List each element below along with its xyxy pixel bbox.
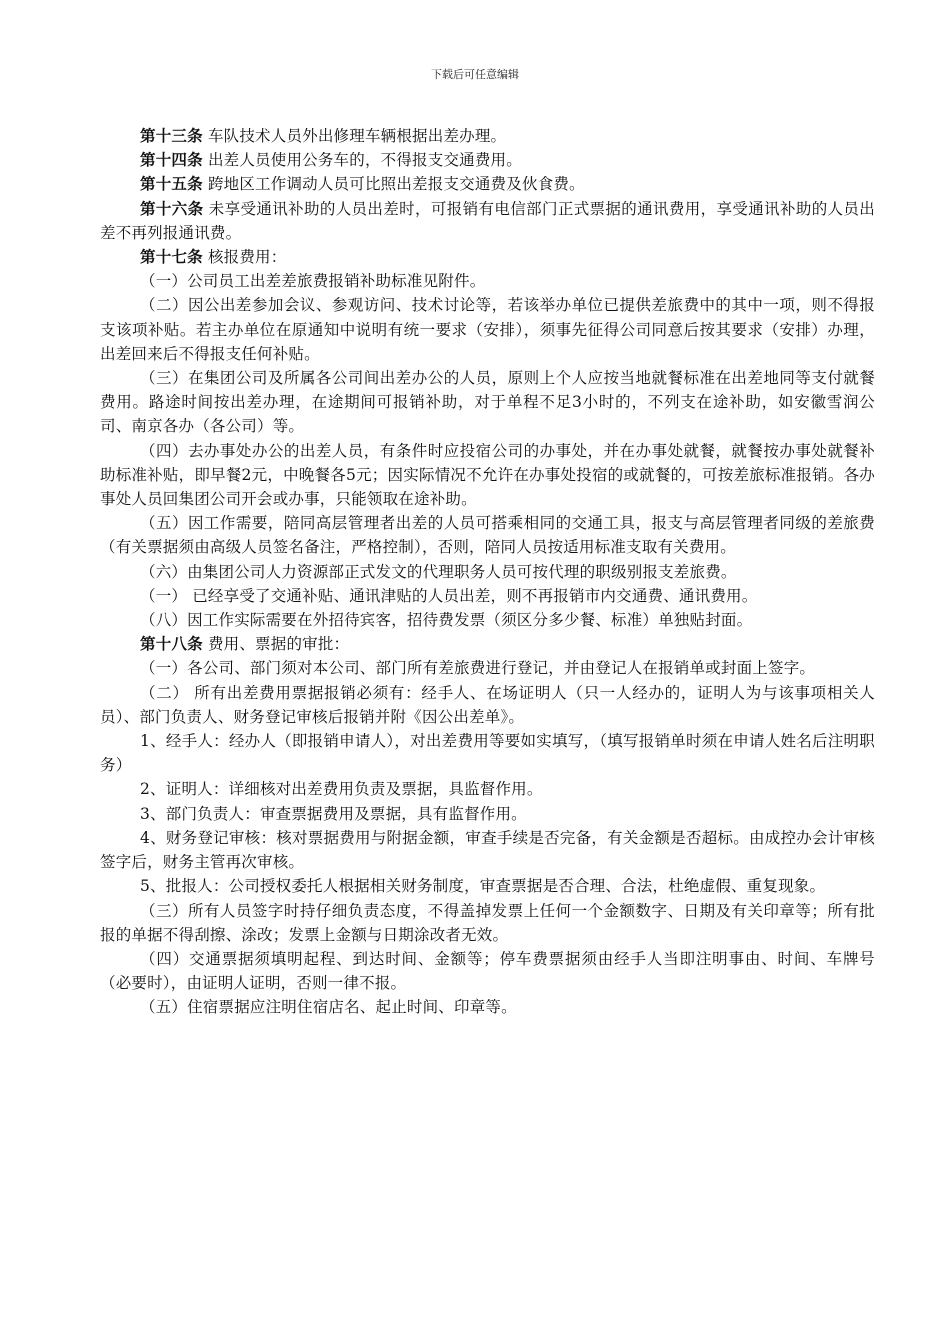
clause-paragraph: （八）因工作实际需要在外招待宾客，招待费发票（须区分多少餐、标准）单独贴封面。: [140, 611, 753, 630]
clause-paragraph: （四）交通票据须填明起程、到达时间、金额等；停车费票据须由经手人当即注明事由、时间、车牌号（必要时），由证明人证明，否则一律不报。: [100, 949, 875, 993]
clause-paragraph: 3、部门负责人：审查票据费用及票据，具有监督作用。: [140, 804, 527, 823]
article-15: [100, 172, 875, 196]
article-label: 第十八条: [140, 634, 203, 654]
article-17: [100, 245, 875, 269]
article-13: [100, 124, 875, 148]
article-label: 第十五条: [140, 174, 203, 194]
article-text: 车队技术人员外出修理车辆根据出差办理。: [202, 127, 507, 145]
clause-paragraph: （五）因工作需要，陪同高层管理者出差的人员可搭乘相同的交通工具，报支与高层管理者同级的差旅费（有关票据须由高级人员签名备注，严格控制），否则，陪同人员按适用标准支取有关费用。: [100, 514, 875, 557]
document-body: [100, 124, 875, 1020]
article-text: 核报费用：: [202, 248, 287, 267]
clause-paragraph: 5、批报人：公司授权委托人根据相关财务制度，审查票据是否合理、合法，杜绝虚假、重复现象。: [140, 877, 826, 896]
clause-paragraph: （三）所有人员签字时持仔细负责态度，不得盖掉发票上任何一个金额数字、日期及有关印章等；所有批报的单据不得刮擦、涂改；发票上金额与日期涂改者无效。: [100, 901, 875, 944]
article-text: 跨地区工作调动人员可比照出差报支交通费及伙食费。: [202, 175, 585, 194]
clause-paragraph: （一）各公司、部门须对本公司、部门所有差旅费进行登记，并由登记人在报销单或封面上签字。: [140, 659, 816, 678]
clause-paragraph: 4、财务登记审核：核对票据费用与附据金额，审查手续是否完备，有关金额是否超标。由成控办会计审核签字后，财务主管再次审核。: [100, 828, 875, 872]
article-label: 第十四条: [140, 150, 203, 170]
article-text: 出差人员使用公务车的，不得报支交通费用。: [202, 151, 522, 170]
article-text: 费用、票据的审批：: [202, 635, 350, 654]
article-14: [100, 148, 875, 172]
clause-paragraph: （一） 已经享受了交通补贴、通讯津贴的人员出差，则不再报销市内交通费、通讯费用。: [140, 586, 758, 605]
clause-paragraph: （二） 所有出差费用票据报销必须有：经手人、在场证明人（只一人经办的，证明人为与该事项相关人员）、部门负责人、财务登记审核后报销并附《因公出差单》。: [100, 683, 875, 726]
clause-paragraph: （一）公司员工出差差旅费报销补助标准见附件。: [140, 272, 486, 291]
clause-paragraph: （六）由集团公司人力资源部正式发文的代理职务人员可按代理的职级别报支差旅费。: [140, 562, 737, 581]
article-label: 第十六条: [140, 198, 204, 218]
clause-paragraph: （二）因公出差参加会议、参观访问、技术讨论等，若该举办单位已提供差旅费中的其中一项，则不得报支该项补贴。若主办单位在原通知中说明有统一要求（安排），须事先征得公司同意后按其要求（安排）办理，出差回来后不得报支任何补贴。: [100, 296, 875, 363]
clause-paragraph: （四）去办事处办公的出差人员，有条件时应投宿公司的办事处，并在办事处就餐，就餐按办事处就餐补助标准补贴，即早餐2元，中晚餐各5元；因实际情况不允许在办事处投宿的或就餐的，可按差旅标准报销。各办事处人员回集团公司开会或办事，只能领取在途补助。: [100, 441, 875, 509]
clause-paragraph: 2、证明人：详细核对出差费用负责及票据，具监督作用。: [140, 780, 543, 799]
header-note: 下载后可任意编辑: [431, 68, 519, 81]
clause-paragraph: （五）住宿票据应注明住宿店名、起止时间、印章等。: [140, 998, 517, 1017]
article-label: 第十七条: [140, 247, 203, 267]
article-16: [100, 197, 875, 245]
article-label: 第十三条: [140, 126, 203, 145]
clause-paragraph: （三）在集团公司及所属各公司间出差办公的人员，原则上个人应按当地就餐标准在出差地同等支付就餐费用。路途时间按出差办理，在途期间可报销补助，对于单程不足3小时的，不列支在途补助，如安徽雪润公司、南京各办（各公司）等。: [100, 369, 875, 436]
clause-paragraph: 1、经手人：经办人（即报销申请人），对出差费用等要如实填写，（填写报销单时须在申请人姓名后注明职务）: [100, 732, 875, 775]
article-text: 未享受通讯补助的人员出差时，可报销有电信部门正式票据的通讯费用，享受通讯补助的人员出差不再列报通讯费。: [100, 199, 875, 242]
article-18: [100, 632, 875, 656]
